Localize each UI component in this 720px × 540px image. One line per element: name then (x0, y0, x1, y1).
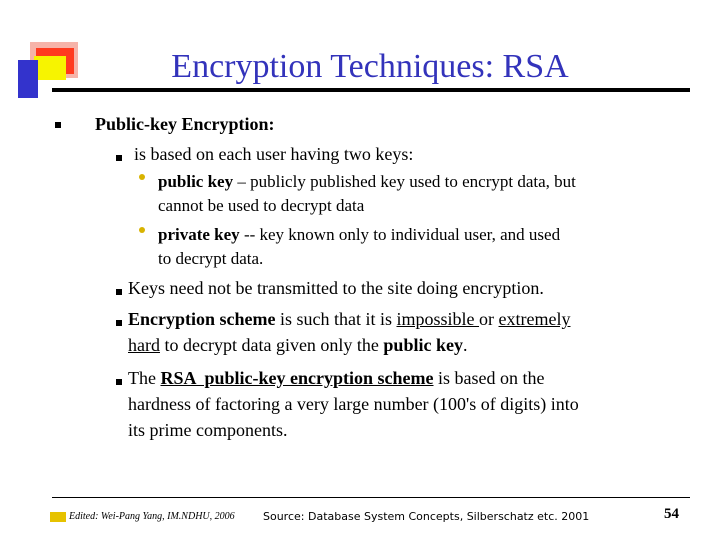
scheme-or: or (479, 309, 499, 329)
private-key-term: private key (158, 225, 240, 244)
intro-text: is based on each user having two keys: (134, 144, 414, 164)
public-key-line1 (158, 169, 576, 194)
scheme-mid: is such that it is (275, 309, 397, 329)
slide-title: Encryption Techniques: RSA (171, 48, 569, 85)
scheme-line2 (128, 333, 467, 358)
footer-rule (52, 497, 690, 498)
bullet-dot-icon (139, 227, 145, 233)
bullet-square-icon (116, 379, 122, 385)
scheme-impossible: impossible (396, 309, 480, 329)
private-key-line2: to decrypt data. (158, 249, 264, 268)
scheme-hard: hard (128, 335, 160, 355)
bullet-square-icon (116, 155, 122, 161)
rsa-term: RSA public-key encryption scheme (160, 368, 434, 388)
page-number: 54 (664, 506, 679, 522)
scheme-end: . (462, 335, 468, 355)
rsa-rest: is based on the (433, 368, 545, 388)
private-key-desc: -- key known only to individual user, and used (239, 225, 561, 244)
bullet-dot-icon (139, 174, 145, 180)
footer-mark (50, 512, 66, 522)
rsa-line2: hardness of factoring a very large number (100's of digits) into (128, 394, 579, 414)
public-key-line2: cannot be used to decrypt data (158, 196, 365, 215)
scheme-term: Encryption scheme (128, 309, 276, 329)
bullet-square-icon (116, 320, 122, 326)
heading-public-key-encryption: Public-key Encryption: (95, 114, 275, 134)
rsa-line3: its prime components. (128, 420, 288, 440)
public-key-desc: – publicly published key used to encrypt data, but (233, 172, 576, 191)
bullet-square-icon (116, 289, 122, 295)
title-rule (52, 88, 690, 92)
keys-transmit-text: Keys need not be transmitted to the site doing encryption. (128, 278, 544, 298)
scheme-rest: to decrypt data given only the (159, 335, 384, 355)
private-key-line1 (158, 222, 560, 247)
public-key-term: public key (158, 172, 234, 191)
scheme-extremely: extremely (498, 309, 571, 329)
footer-credit: Edited: Wei-Pang Yang, IM.NDHU, 2006 (69, 511, 235, 522)
rsa-the: The (128, 368, 161, 388)
rsa-line1 (128, 366, 544, 391)
scheme-public-key: public key (383, 335, 463, 355)
scheme-line1 (128, 307, 570, 332)
footer-source: Source: Database System Concepts, Silberschatz etc. 2001 (263, 510, 590, 523)
bullet-square-icon (55, 122, 61, 128)
